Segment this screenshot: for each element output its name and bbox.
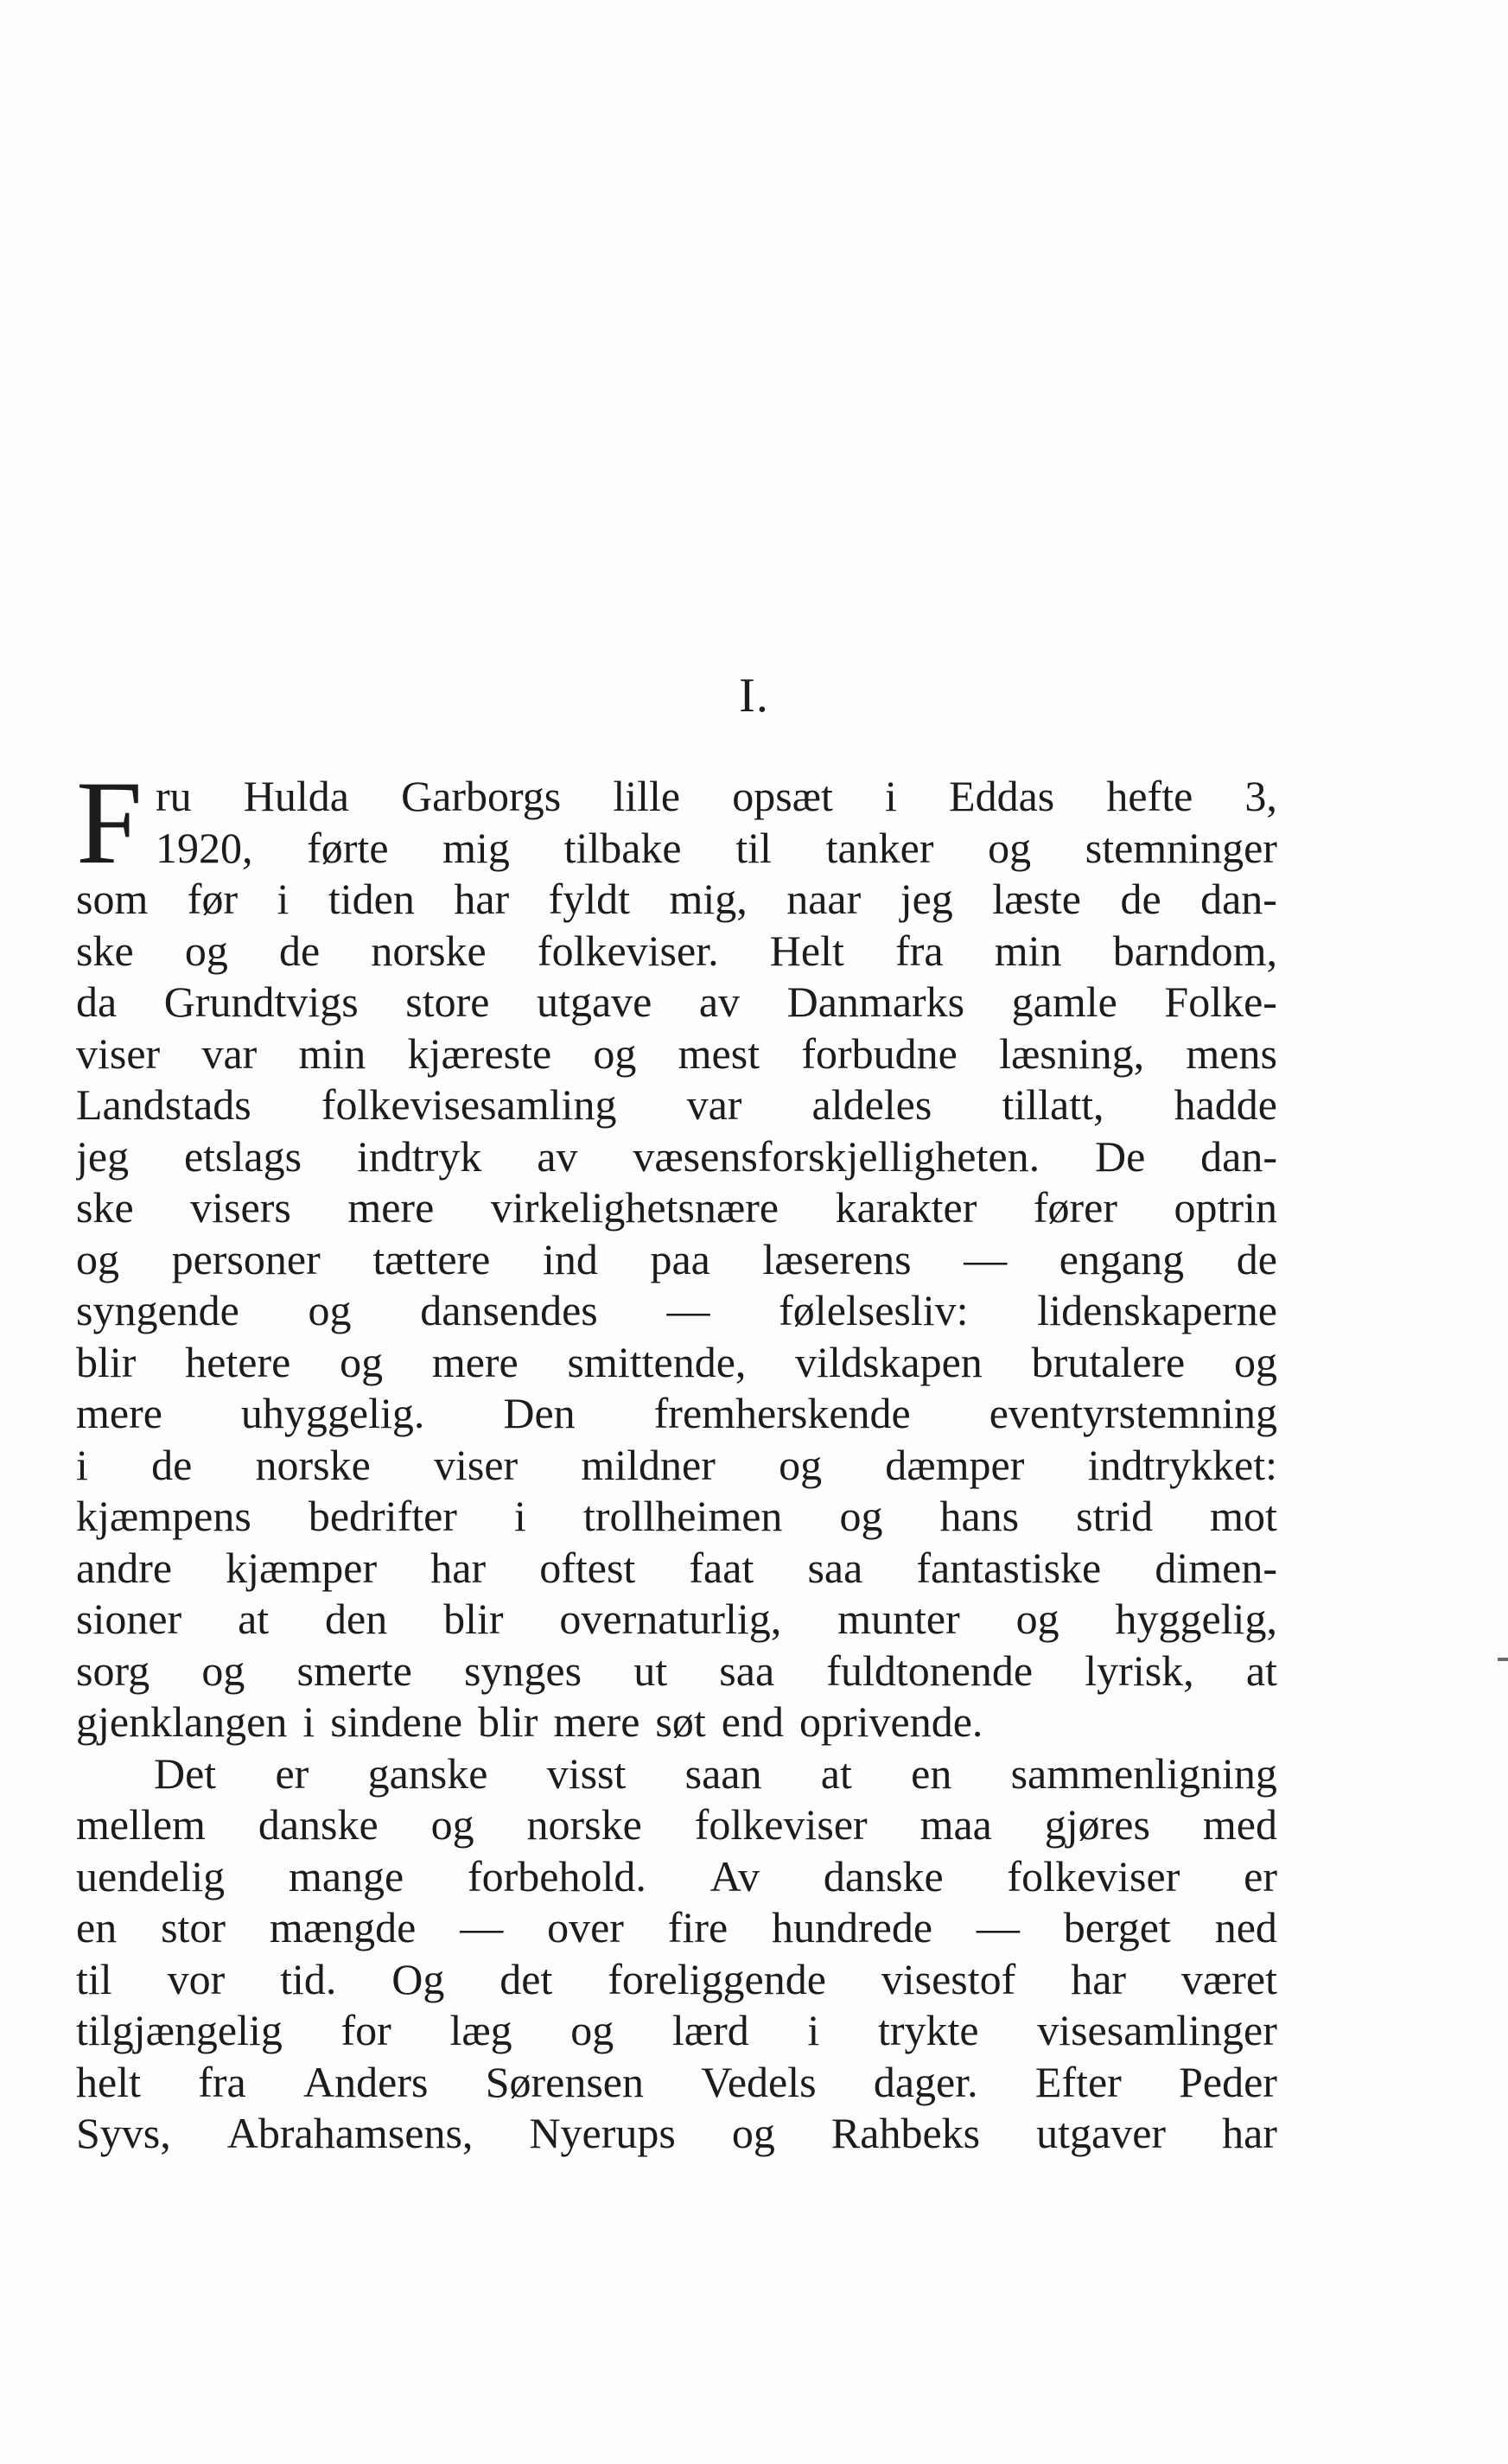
word: saan — [684, 1748, 762, 1798]
word: — — [460, 1903, 504, 1951]
word: med — [1202, 1800, 1277, 1849]
word: væsensforskjelligheten. — [633, 1131, 1040, 1181]
word: folkeviser — [1007, 1851, 1180, 1901]
word: og — [76, 1234, 119, 1283]
word: norske — [371, 926, 487, 975]
text-line — [76, 1440, 1277, 1492]
word: syngende — [76, 1286, 239, 1334]
word: kjæreste — [407, 1028, 552, 1078]
word: De — [1094, 1131, 1146, 1181]
word: til — [76, 1954, 112, 2003]
drop-cap: F — [76, 756, 143, 888]
word: store — [405, 977, 490, 1026]
word: en — [76, 1903, 118, 1951]
word: dan- — [1200, 1131, 1277, 1181]
word: faat — [689, 1543, 754, 1592]
word: at — [1245, 1646, 1277, 1695]
word: dimen- — [1155, 1543, 1277, 1592]
word: Abrahamsens, — [226, 2109, 474, 2157]
word: — — [964, 1234, 1008, 1283]
word: og — [839, 1492, 883, 1540]
word: Sørensen — [485, 2057, 645, 2106]
word: i — [513, 1492, 526, 1540]
text-line — [76, 2108, 1277, 2160]
word: for — [340, 2006, 391, 2054]
word: en — [911, 1748, 952, 1798]
word: ganske — [367, 1748, 488, 1798]
word: mere — [431, 1337, 519, 1386]
word: og — [201, 1646, 245, 1695]
text-line — [76, 1131, 1277, 1183]
word: mere — [553, 1697, 640, 1746]
text-line — [76, 1851, 1277, 1903]
word: forbehold. — [467, 1851, 646, 1901]
text-line — [76, 1697, 1277, 1748]
word: paa — [650, 1234, 710, 1283]
word: folkeviser. — [537, 926, 719, 975]
word: ske — [76, 1183, 134, 1232]
word: dan- — [1200, 875, 1277, 923]
text-line — [76, 1079, 1277, 1131]
word: visesamlinger — [1037, 2006, 1277, 2054]
text-line — [76, 1234, 1277, 1286]
word: gjøres — [1044, 1800, 1150, 1849]
word: Den — [503, 1389, 576, 1437]
word: bedrifter — [308, 1492, 457, 1540]
word: Hulda — [243, 772, 349, 820]
word: virkelighetsnære — [490, 1183, 779, 1232]
word: mig — [442, 823, 510, 872]
word: visers — [190, 1183, 291, 1232]
word: fører — [1033, 1183, 1118, 1232]
word: lyrisk, — [1085, 1646, 1194, 1695]
word: norske — [526, 1800, 642, 1849]
word: sorg — [76, 1646, 150, 1695]
word: — — [976, 1903, 1020, 1951]
word: trykte — [877, 2006, 979, 2054]
word: foreliggende — [608, 1954, 826, 2003]
text-line — [76, 1799, 1277, 1851]
text-line — [76, 1028, 1277, 1080]
word: utgave — [537, 977, 652, 1026]
text-line — [76, 1954, 1277, 2006]
word: etslags — [183, 1131, 302, 1181]
text-line — [76, 977, 1277, 1028]
word: barndom, — [1112, 926, 1277, 975]
word: Syvs, — [76, 2109, 171, 2157]
word: tillatt, — [1002, 1080, 1104, 1129]
word: eventyrstemning — [989, 1389, 1277, 1437]
word: mot — [1210, 1492, 1277, 1540]
word: indtryk — [356, 1131, 482, 1181]
word: karakter — [835, 1183, 977, 1232]
word: søt — [655, 1697, 706, 1746]
chapter-heading: I. — [739, 669, 769, 723]
word: berget — [1063, 1903, 1171, 1951]
word: norske — [255, 1440, 371, 1489]
word: sioner — [76, 1595, 182, 1643]
word: Garborgs — [401, 772, 562, 820]
word: og — [1015, 1595, 1059, 1643]
word: da — [76, 977, 118, 1026]
word: sammenligning — [1010, 1748, 1277, 1798]
text-line — [76, 874, 1277, 926]
word: aldeles — [811, 1080, 932, 1129]
word: i — [885, 772, 897, 820]
word: folkeviser — [694, 1800, 868, 1849]
word: mig, — [669, 875, 748, 923]
word: Folke- — [1164, 977, 1277, 1026]
word: engang — [1059, 1234, 1185, 1283]
word: oftest — [539, 1543, 636, 1592]
word: og — [779, 1440, 823, 1489]
word: tanker — [825, 823, 934, 872]
word: som — [76, 875, 149, 923]
word: Anders — [303, 2057, 429, 2106]
margin-mark — [1498, 1658, 1508, 1661]
word: og — [731, 2109, 775, 2157]
word: at — [820, 1748, 852, 1798]
word: Danmarks — [786, 977, 965, 1026]
word: av — [698, 977, 741, 1026]
word: hetere — [185, 1337, 291, 1386]
word: været — [1180, 1954, 1277, 2003]
word: fyldt — [548, 875, 631, 923]
word: mere — [347, 1183, 435, 1232]
word: mere — [76, 1389, 162, 1437]
word: hefte — [1106, 772, 1193, 820]
word: fra — [895, 926, 944, 975]
word: tættere — [372, 1234, 491, 1283]
word: følelsesliv: — [779, 1286, 969, 1334]
word: mens — [1186, 1028, 1277, 1078]
word: og — [340, 1337, 384, 1386]
word: i — [277, 875, 290, 923]
word: og — [184, 926, 228, 975]
word: opsæt — [732, 772, 833, 820]
word: blir — [443, 1595, 504, 1643]
word: oprivende. — [799, 1697, 983, 1746]
word: saa — [807, 1543, 863, 1592]
word: uhyggelig. — [240, 1389, 425, 1437]
word: mange — [288, 1851, 404, 1901]
word: visestof — [881, 1954, 1016, 2003]
word: læg — [449, 2006, 512, 2054]
text-line — [76, 1646, 1277, 1697]
word: de — [151, 1440, 193, 1489]
word: ut — [633, 1646, 668, 1695]
word: ind — [542, 1234, 598, 1283]
word: Rahbeks — [830, 2109, 981, 2157]
word: var — [201, 1028, 258, 1078]
word: kjæmper — [226, 1543, 378, 1592]
word: danske — [258, 1800, 379, 1849]
word: forbudne — [801, 1028, 958, 1078]
word: stemninger — [1085, 823, 1277, 872]
word: brutalere — [1031, 1337, 1186, 1386]
word: og — [430, 1800, 474, 1849]
word: Nyerups — [529, 2109, 676, 2157]
text-line — [76, 2005, 1277, 2057]
word: lidenskaperne — [1037, 1286, 1277, 1334]
text-line — [76, 926, 1277, 977]
word: maa — [919, 1800, 992, 1849]
word: tid. — [280, 1954, 337, 2003]
text-line — [76, 1491, 1277, 1543]
word: Grundtvigs — [163, 977, 359, 1026]
word: Og — [391, 1954, 445, 2003]
word: læste — [992, 875, 1082, 923]
word: over — [547, 1903, 624, 1951]
word: i — [76, 1440, 88, 1489]
word: end — [721, 1697, 784, 1746]
word: og — [988, 823, 1032, 872]
word: at — [238, 1595, 270, 1643]
word: de — [279, 926, 321, 975]
word: den — [325, 1595, 388, 1643]
word: vor — [167, 1954, 226, 2003]
word: strid — [1076, 1492, 1154, 1540]
word: — — [666, 1286, 710, 1334]
word: jeg — [76, 1131, 130, 1181]
word: Helt — [769, 926, 844, 975]
word: fire — [667, 1903, 729, 1951]
word: av — [537, 1131, 578, 1181]
word: mellem — [76, 1800, 206, 1849]
word: førte — [307, 823, 389, 872]
word: danske — [823, 1851, 944, 1901]
word: vildskapen — [795, 1337, 983, 1386]
word: er — [275, 1748, 309, 1798]
word: ned — [1214, 1903, 1277, 1951]
word: naar — [786, 875, 862, 923]
word: visst — [546, 1748, 627, 1798]
word: fuldtonende — [826, 1646, 1034, 1695]
word: var — [686, 1080, 742, 1129]
word: indtrykket: — [1087, 1440, 1277, 1489]
word: andre — [76, 1543, 173, 1592]
word: hans — [939, 1492, 1020, 1540]
word: kjæmpens — [76, 1492, 251, 1540]
word: og — [570, 2006, 614, 2054]
word: optrin — [1174, 1183, 1277, 1232]
word: blir — [76, 1337, 137, 1386]
word: dansendes — [420, 1286, 598, 1334]
word: i — [302, 1697, 315, 1746]
word: fremherskende — [653, 1389, 911, 1437]
text-line — [76, 2057, 1277, 2109]
word: mildner — [581, 1440, 716, 1489]
word: lille — [613, 772, 681, 820]
word: til — [735, 823, 772, 872]
word: jeg — [900, 875, 953, 923]
word: min — [298, 1028, 366, 1078]
word: og — [308, 1286, 352, 1334]
word: Efter — [1034, 2057, 1122, 2106]
word: før — [187, 875, 239, 923]
word: læsning, — [999, 1028, 1145, 1078]
word: gjenklangen — [76, 1697, 288, 1746]
word: personer — [171, 1234, 321, 1283]
word: Det — [154, 1748, 217, 1798]
word: ru — [156, 772, 192, 820]
word: helt — [76, 2057, 141, 2106]
word: dæmper — [885, 1440, 1025, 1489]
word: mest — [678, 1028, 760, 1078]
text-line — [76, 1748, 1277, 1800]
word: og — [1233, 1337, 1277, 1386]
word: læserens — [762, 1234, 912, 1283]
word: smerte — [296, 1646, 412, 1695]
word: Vedels — [701, 2057, 817, 2106]
word: hundrede — [772, 1903, 933, 1951]
word: tilgjængelig — [76, 2006, 283, 2054]
word: tilbake — [563, 823, 682, 872]
word: mængde — [269, 1903, 417, 1951]
word: Peder — [1179, 2057, 1277, 2106]
word: Landstads — [76, 1080, 251, 1129]
text-line — [76, 1543, 1277, 1595]
word: de — [1120, 875, 1161, 923]
text-line — [76, 1594, 1277, 1646]
text-line — [76, 1285, 1277, 1337]
word: de — [1236, 1234, 1277, 1283]
word: viser — [433, 1440, 519, 1489]
word: synges — [463, 1646, 582, 1695]
word: og — [593, 1028, 637, 1078]
body-text — [76, 756, 1277, 2160]
word: ske — [76, 926, 134, 975]
word: har — [1222, 2109, 1277, 2157]
word: saa — [719, 1646, 775, 1695]
word: blir — [478, 1697, 538, 1746]
word: 1920, — [156, 823, 253, 872]
word: dager. — [873, 2057, 978, 2106]
word: i — [807, 2006, 820, 2054]
word: utgaver — [1036, 2109, 1167, 2157]
word: munter — [837, 1595, 960, 1643]
word: viser — [76, 1028, 161, 1078]
word: uendelig — [76, 1851, 226, 1901]
text-line — [76, 1902, 1277, 1954]
word: sindene — [330, 1697, 463, 1746]
word: Av — [709, 1851, 760, 1901]
text-line — [76, 1388, 1277, 1440]
word: overnaturlig, — [559, 1595, 782, 1643]
word: hadde — [1174, 1080, 1277, 1129]
word: gamle — [1011, 977, 1117, 1026]
word: fra — [198, 2057, 246, 2106]
text-line — [76, 1337, 1277, 1389]
word: er — [1244, 1851, 1277, 1901]
word: tiden — [328, 875, 415, 923]
word: fantastiske — [916, 1543, 1102, 1592]
word: trollheimen — [582, 1492, 783, 1540]
word: hyggelig, — [1115, 1595, 1277, 1643]
word: min — [994, 926, 1062, 975]
text-line — [76, 823, 1277, 875]
word: folkevisesamling — [321, 1080, 617, 1129]
word: smittende, — [567, 1337, 747, 1386]
word: Eddas — [949, 772, 1055, 820]
word: har — [1071, 1954, 1127, 2003]
text-line — [76, 1182, 1277, 1234]
word: 3, — [1244, 772, 1277, 820]
word: stor — [161, 1903, 226, 1951]
word: det — [499, 1954, 553, 2003]
word: lærd — [671, 2006, 749, 2054]
word: har — [454, 875, 510, 923]
word: har — [430, 1543, 487, 1592]
text-line — [76, 771, 1277, 823]
